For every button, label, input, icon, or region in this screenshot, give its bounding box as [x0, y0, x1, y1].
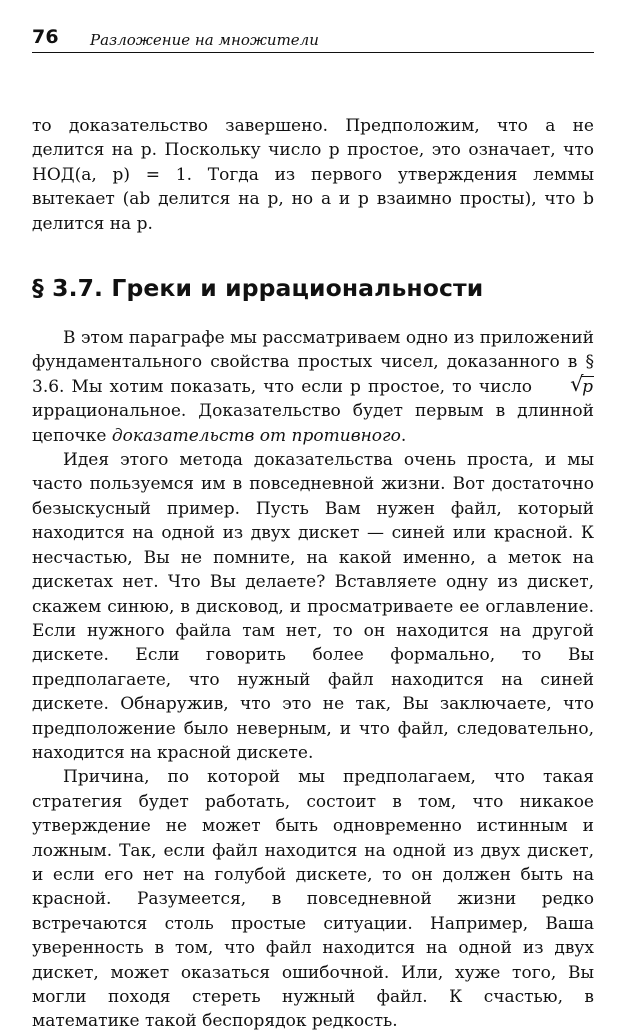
book-page	[32, 22, 594, 1034]
paragraph-1-part-1: В этом параграфе мы рассматриваем одно из приложений фундаментального свойства простых чисел, доказанного в § 3.6. Мы хотим показать, что если p простое, то число	[32, 328, 594, 397]
continued-paragraph: то доказательство завершено. Предположим, что a не делится на p. Поскольку число p простое, это означает, что НОД(a, p) = 1. Тогда из первого утверждения леммы вытекает (ab делится на p, но a и p взаимно просты), что b делится на p.	[32, 116, 594, 234]
sqrt-argument: p	[582, 376, 593, 397]
paragraph-1-part-3: .	[400, 425, 407, 446]
paragraph-1-part-2: иррациональное. Доказательство будет первым в длинной цепочке	[32, 401, 594, 446]
page-number: 76	[32, 26, 59, 48]
paragraph-1-emphasis: доказательств от противного	[111, 425, 401, 446]
paragraph-2: Идея этого метода доказательства очень проста, и мы часто пользуемся им в повседневной жизни. Вот достаточно безыскусный пример. Пусть Вам нужен файл, который находится на одной из двух дискет — синей или красной. К несчастью, Вы не помните, на какой именно, а меток на дискетах нет. Что Вы делаете? Вставляете одну из дискет, скажем синюю, в дисковод, и просматриваете ее оглавление. Если нужного файла там нет, то он находится на другой дискете. Если говорить более формально, то Вы предполагаете, что нужный файл находится на синей дискете. Обнаружив, что это не так, Вы заключаете, что предположение было неверным, и что файл, следовательно, находится на красной дискете.	[32, 450, 594, 763]
page-body	[32, 114, 594, 1034]
section-heading: § 3.7. Греки и иррациональности	[32, 274, 484, 303]
sqrt-p-formula	[541, 375, 594, 399]
running-head	[32, 22, 594, 53]
paragraph-3: Причина, по которой мы предполагаем, что такая стратегия будет работать, состоит в том, что никакое утверждение не может быть одновременно истинным и ложным. Так, если файл находится на одной из двух дискет, и если его нет на голубой дискете, то он должен быть на красной. Разумеется, в повседневной жизни редко встречаются столь простые ситуации. Например, Ваша уверенность в том, что файл находится на одной из двух дискет, может оказаться ошибочной. Или, хуже того, Вы могли походя стереть нужный файл. К счастью, в математике такой беспорядок редкость.	[32, 767, 594, 1032]
paragraph-1	[32, 326, 594, 448]
running-title: Разложение на множители	[90, 31, 319, 49]
